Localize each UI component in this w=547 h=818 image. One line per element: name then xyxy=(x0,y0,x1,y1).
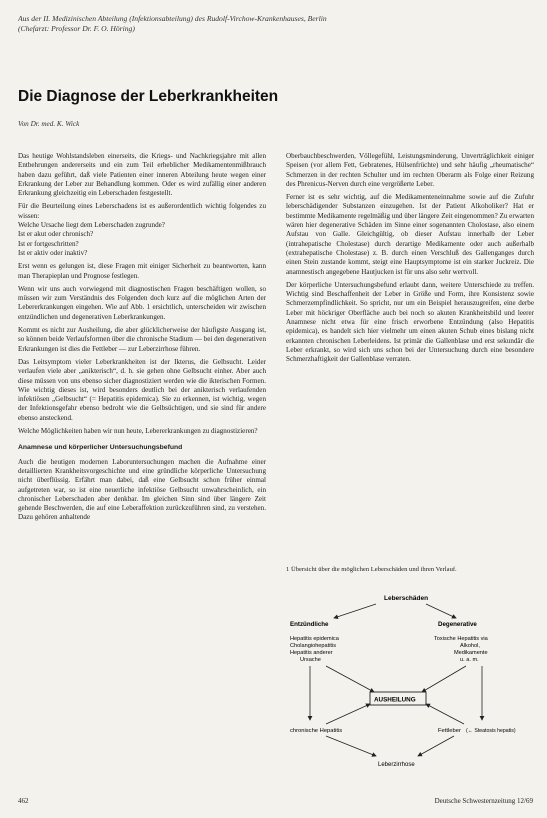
question-line: Ist er fortgeschritten? xyxy=(18,239,79,248)
article-title: Die Diagnose der Leberkrankheiten xyxy=(18,88,279,105)
flow-diagram xyxy=(286,580,534,776)
right-item: Toxische Hepatitis via xyxy=(434,636,488,642)
node-bottom: Leberzirrhose xyxy=(378,762,415,768)
paragraph: Das Leitsymptom vieler Leberkrankheiten ist der Ikterus, die Gelbsucht. Leider verlaufen viele aber „anikterisch“, d. h. sie gehen ohne Gelbsucht einher. Aber auch diese müssen von uns ebenso sicher diagnostiziert werden wie die ikterischen Formen. Wie wichtig dieses ist, wird besonders deutlich bei der anikterisch verlaufenden infektiösen „Gelbsucht“ (= Hepatitis epidemica). Sie zu erkennen, ist wichtig, wegen der Infektionsgefahr ebenso bedroht wie die Gelbsüchtigen, und sie sind für andere ebenso ansteckend. xyxy=(18,357,266,422)
institution-header xyxy=(18,14,533,34)
right-item: Medikamente xyxy=(454,650,488,656)
figure-liver-diagram xyxy=(286,566,534,776)
paragraph: Auch die heutigen modernen Laboruntersuchungen machen die Aufnahme einer detaillierten Krankheitsvorgeschichte und eine gründliche körperliche Untersuchung nicht überflüssig. Erfährt man dabei, daß eine Gelbsucht schon früher einmal aufgetreten war, so ist eine neuerliche infektiöse Gelbsucht unwahrscheinlich, ein chronischer Leberschaden aber denkbar. Im gleichen Sinn sind über längere Zeit gehende Beschwerden, die auf eine Leberaffektion zurückzuführen sind, zu verstehen. Dazu gehören anhaltende xyxy=(18,457,266,522)
paragraph: Wenn wir uns auch vorwiegend mit diagnostischen Fragen beschäftigen wollen, so müssen wir zum Verständnis des Folgenden doch kurz auf die möglichen Arten der Lebererkrankungen eingehen. Wie auf Abb. 1 ersichtlich, unterscheiden wir zwischen entzündlichen und degenerativen Leberkrankungen. xyxy=(18,284,266,321)
arrow xyxy=(326,736,376,756)
question-line: Welche Ursache liegt dem Leberschaden zugrunde? xyxy=(18,221,165,230)
arrow xyxy=(426,704,464,724)
right-head: Degenerative xyxy=(438,621,477,628)
left-item: Ursache xyxy=(300,657,321,663)
left-item: Hepatitis anderer xyxy=(290,650,333,656)
node-bottom-right: Fettleber xyxy=(438,728,461,734)
arrow xyxy=(426,604,456,618)
arrow xyxy=(418,736,454,756)
paragraph: Kommt es nicht zur Ausheilung, die aber glücklicherweise der häufigste Ausgang ist, so können beide Verlaufsformen über die chronische Stadium — bei den degenerativen Erkrankungen ist dies die Fettleber — zur Leberzirrhose führen. xyxy=(18,326,266,353)
paragraph: Oberbauchbeschwerden, Völlegefühl, Leistungsminderung, Unverträglichkeit einiger Speisen (vor allem Fett, Gebratenes, Hülsenfrüchte) und sehr häufig „rheumatische“ Schmerzen in der rechten Schulter und im rechten Oberarm als Folge einer Reizung des Phrenicus-Nerven durch eine vergrößerte Leber. xyxy=(286,152,534,188)
arrow xyxy=(326,666,374,692)
page-number: 462 xyxy=(18,797,29,805)
section-heading: Anamnese und körperlicher Untersuchungsbefund xyxy=(18,444,183,452)
node-top: Leberschäden xyxy=(384,595,429,602)
left-column xyxy=(18,152,266,527)
figure-caption: 1 Übersicht über die möglichen Leberschäden und ihren Verlauf. xyxy=(286,566,457,573)
journal-footer: Deutsche Schwesternzeitung 12/69 xyxy=(434,797,533,805)
header-line-1: Aus der II. Medizinischen Abteilung (Infektionsabteilung) des Rudolf-Virchow-Krankenhauses, Berlin xyxy=(18,14,327,23)
paragraph: Ferner ist es sehr wichtig, auf die Medikamenteneinnahme sowie auf die Zufuhr leberschädigender Substanzen einzugehen. Ist der Patient Alkoholiker? Hat er bestimmte Medikamente regelmäßig und über längere Zeit eingenommen? Zu erwarten wären hier degenerative Schäden im Sinne einer sogenannten Cholostase, also einem Aufstau von Galle. Gleichgültig, ob dieser Aufstau innerhalb der Leber (intrahepatische Cholestase) durch derartige Medikamente oder auch außerhalb (extrahepatische Cholestase) z. B. durch einen Verschluß des Gallenganges durch einen Stein zustande kommt, steigt eine Hauptsymptome ist ein starker Juckreiz. Die anamnestisch angegebene Hautjucken ist für uns also sehr wertvoll. xyxy=(286,193,534,276)
arrow xyxy=(422,666,466,692)
paragraph: Welche Möglichkeiten haben wir nun heute, Lebererkrankungen zu diagnostizieren? xyxy=(18,427,258,436)
paragraph: Erst wenn es gelungen ist, diese Fragen mit einiger Sicherheit zu beantworten, kann man Therapieplan und Prognose festlegen. xyxy=(18,262,266,280)
arrow xyxy=(334,604,376,618)
left-item: Cholangiohepatitis xyxy=(290,643,337,649)
arrow xyxy=(326,704,370,724)
question-line: Ist er aktiv oder inaktiv? xyxy=(18,248,88,257)
left-item: Hepatitis epidemica xyxy=(290,636,339,642)
node-center: AUSHEILUNG xyxy=(374,696,416,704)
question-line: Ist er akut oder chronisch? xyxy=(18,230,94,239)
right-column xyxy=(286,152,534,369)
author-byline: Von Dr. med. K. Wick xyxy=(18,120,80,128)
right-item: u. a. m. xyxy=(460,657,479,663)
left-head: Entzündliche xyxy=(290,621,329,628)
paragraph: Das heutige Wohlstandsleben einerseits, die Kriegs- und Nachkriegsjahre mit allen Entbehrungen andererseits und ein zum Teil erheblicher Medikamentenmißbrauch haben dazu geführt, daß viele Patienten einer inneren Abteilung heute wegen einer Erkrankung der Leber zur Behandlung kommen. Oder es wird zufällig einer anderen Erkrankung gleichzeitig ein Leberschaden festgestellt. xyxy=(18,152,266,198)
paragraph: Für die Beurteilung eines Leberschadens ist es außerordentlich wichtig folgendes zu wissen: xyxy=(18,202,266,220)
paragraph: Der körperliche Untersuchungsbefund erlaubt dann, weitere Unterschiede zu treffen. Wichtig sind Beschaffenheit der Leber in Größe und Form, ihre Konsistenz sowie Schmerzempfindlichkeit. So spricht, nur um ein Beispiel herauszugreifen, eine derbe Leber mit höckriger Oberfläche auch bei noch so akuten Krankheitsbild und leerer Anamnese nicht etwa für eine frisch erworbene Entzündung (also Hepatitis epidemica), es handelt sich hier vielmehr um einen akuten Schub eines bislang nicht erkannten chronischen Leberleidens. Ist primär die Gallenblase und erst sekundär die Leber erkrankt, so wird sich uns schon bei der Untersuchung durch eine besondere Schmerzhaftigkeit der Gallenblase verraten. xyxy=(286,280,534,364)
header-line-2: (Chefarzt: Professor Dr. F. O. Höring) xyxy=(18,24,135,33)
node-bottom-left: chronische Hepatitis xyxy=(290,728,343,734)
right-item: Alkohol, xyxy=(460,643,480,649)
node-bottom-right-note: (← Steatosis hepatis) xyxy=(466,728,516,734)
